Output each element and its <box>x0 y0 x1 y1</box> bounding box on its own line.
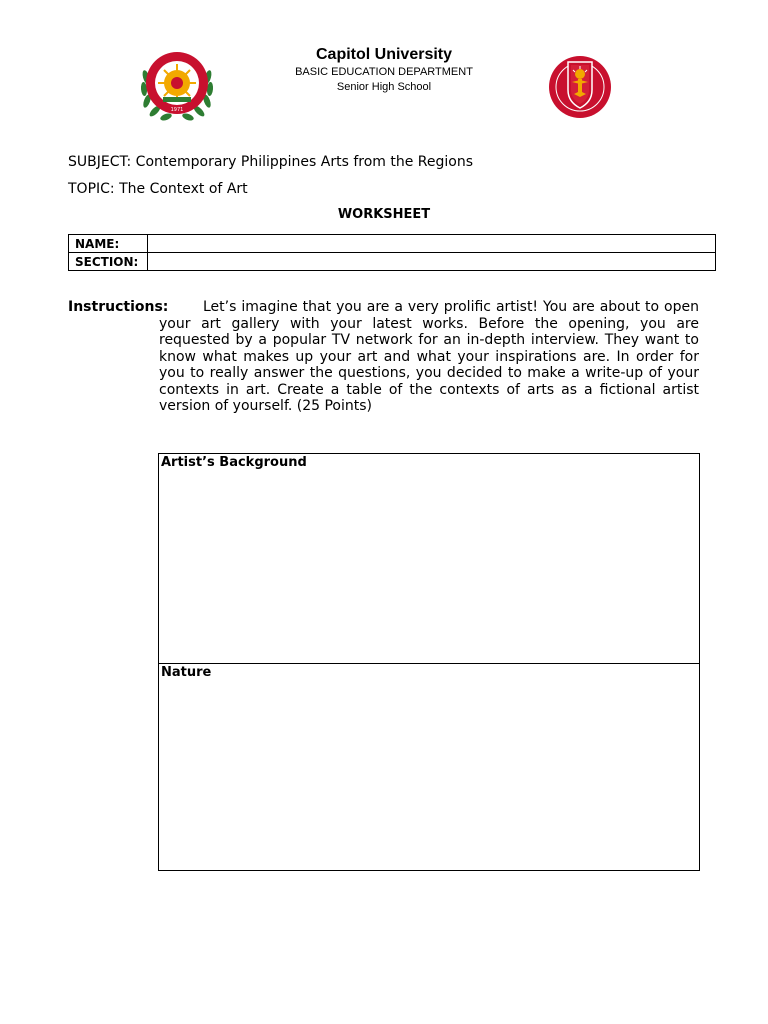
instructions-label: Instructions: <box>68 299 169 315</box>
section-label: SECTION: <box>69 253 148 271</box>
department-name: BASIC EDUCATION DEPARTMENT <box>295 66 473 78</box>
seal-year: 1971 <box>170 107 184 113</box>
artist-background-label: Artist’s Background <box>161 455 307 470</box>
table-row <box>69 253 716 271</box>
name-field[interactable] <box>148 235 716 253</box>
artist-background-cell[interactable] <box>159 454 699 663</box>
context-table <box>158 453 700 871</box>
table-row <box>69 235 716 253</box>
topic-line: TOPIC: The Context of Art <box>68 181 248 197</box>
subject-line: SUBJECT: Contemporary Philippines Arts from the Regions <box>68 154 474 170</box>
student-info-table <box>68 234 716 271</box>
section-field[interactable] <box>148 253 716 271</box>
worksheet-title: WORKSHEET <box>337 207 431 222</box>
nature-label: Nature <box>161 665 212 680</box>
university-name: Capitol University <box>315 46 453 63</box>
nature-cell[interactable] <box>159 663 699 871</box>
letterhead <box>250 45 518 95</box>
instructions-text: Let’s imagine that you are a very prolific artist! You are about to open your art gallery with your latest works. Before the opening, you are requested by a popular TV network for an in-depth interview. They want to know what makes up your art and what your inspirations are. In order for you to really answer the questions, you decided to make a write-up of your contexts in art. Create a table of the contexts of arts as a fictional artist version of yourself. (25 Points) <box>159 299 699 414</box>
school-name: Senior High School <box>336 81 432 93</box>
senior-high-school-seal-logo <box>546 50 614 120</box>
name-label: NAME: <box>69 235 148 253</box>
capitol-university-seal-logo <box>136 47 218 121</box>
